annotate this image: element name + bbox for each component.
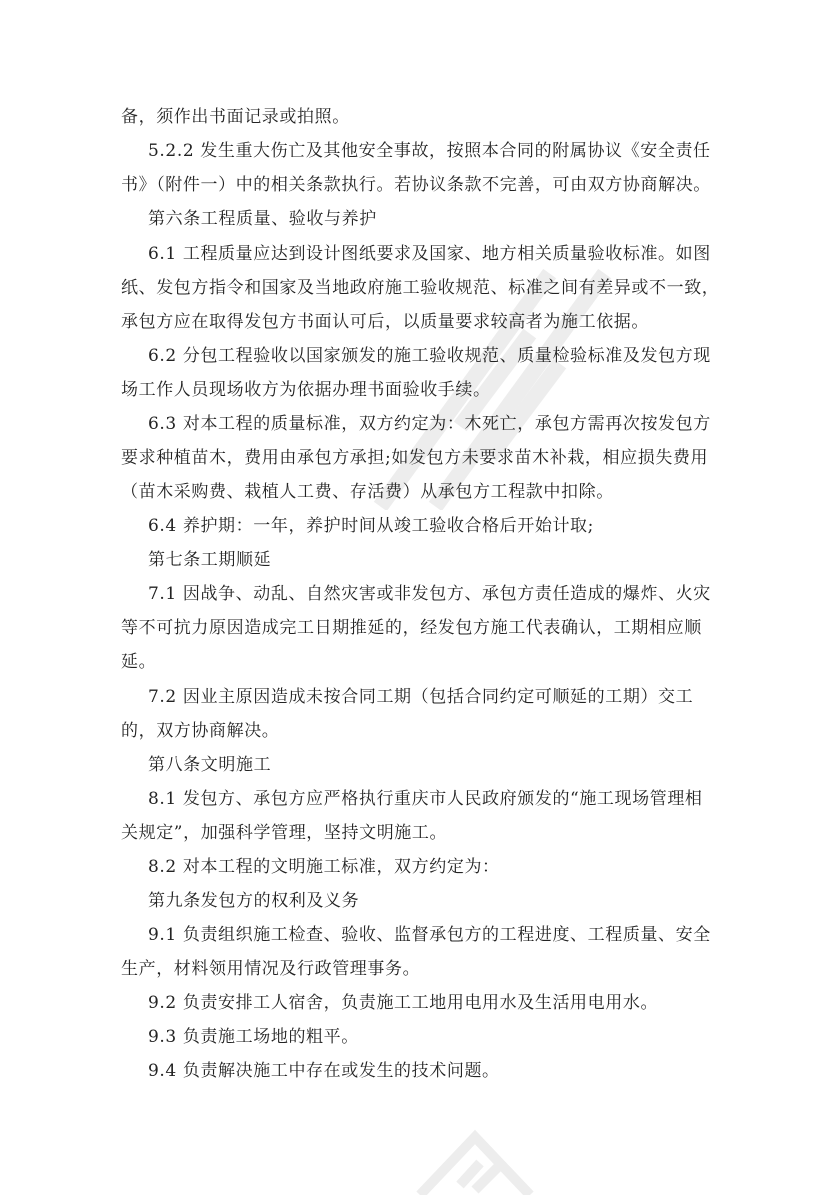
paragraph-line: 关规定”，加强科学管理，坚持文明施工。	[121, 823, 448, 843]
paragraph-line: 8.1 发包方、承包方应严格执行重庆市人民政府颁发的“施工现场管理相	[148, 789, 703, 809]
paragraph-line: 9.3 负责施工场地的粗平。	[148, 1027, 359, 1047]
paragraph-line: 备，须作出书面记录或拍照。	[121, 107, 350, 127]
paragraph-line: 9.1 负责组织施工检查、验收、监督承包方的工程进度、工程质量、安全	[148, 925, 711, 945]
paragraph-line: 延。	[121, 652, 157, 672]
paragraph-line: 5.2.2 发生重大伤亡及其他安全事故，按照本合同的附属协议《安全责任	[148, 141, 711, 161]
paragraph-line: 场工作人员现场收方为依据办理书面验收手续。	[121, 380, 491, 400]
paragraph-line: 第七条工期顺延	[148, 550, 272, 570]
paragraph-line: 生产，材料领用情况及行政管理事务。	[121, 959, 421, 979]
paragraph-line: 要求种植苗木，费用由承包方承担;如发包方未要求苗木补栽，相应损失费用	[121, 448, 709, 468]
paragraph-line: 6.3 对本工程的质量标准，双方约定为：木死亡，承包方需再次按发包方	[148, 414, 711, 434]
paragraph-line: 书》（附件一）中的相关条款执行。若协议条款不完善，可由双方协商解决。	[121, 175, 711, 195]
paragraph-line: 承包方应在取得发包方书面认可后，以质量要求较高者为施工依据。	[121, 312, 649, 332]
paragraph-line: 等不可抗力原因造成完工日期推延的，经发包方施工代表确认，工期相应顺	[121, 618, 702, 638]
paragraph-line: 纸、发包方指令和国家及当地政府施工验收规范、标准之间有差异或不一致，	[121, 278, 720, 298]
paragraph-line: 9.2 负责安排工人宿舍，负责施工工地用电用水及生活用电用水。	[148, 993, 659, 1013]
watermark-stamp-icon	[400, 1115, 550, 1195]
paragraph-line: 8.2 对本工程的文明施工标准，双方约定为：	[148, 857, 500, 877]
paragraph-line: 第六条工程质量、验收与养护	[148, 209, 377, 229]
paragraph-line: 第八条文明施工	[148, 755, 272, 775]
paragraph-line: 6.4 养护期：一年，养护时间从竣工验收合格后开始计取;	[148, 516, 594, 536]
paragraph-line: 7.1 因战争、动乱、自然灾害或非发包方、承包方责任造成的爆炸、火灾	[148, 584, 711, 604]
paragraph-line: （苗木采购费、栽植人工费、存活费）从承包方工程款中扣除。	[121, 482, 614, 502]
paragraph-line: 6.2 分包工程验收以国家颁发的施工验收规范、质量检验标准及发包方现	[148, 346, 711, 366]
paragraph-line: 第九条发包方的权利及义务	[148, 891, 360, 911]
paragraph-line: 7.2 因业主原因造成未按合同工期（包括合同约定可顺延的工期）交工	[148, 687, 694, 707]
paragraph-line: 的，双方协商解决。	[121, 721, 280, 741]
paragraph-line: 9.4 负责解决施工中存在或发生的技术问题。	[148, 1061, 500, 1081]
paragraph-line: 6.1 工程质量应达到设计图纸要求及国家、地方相关质量验收标准。如图	[148, 244, 711, 264]
